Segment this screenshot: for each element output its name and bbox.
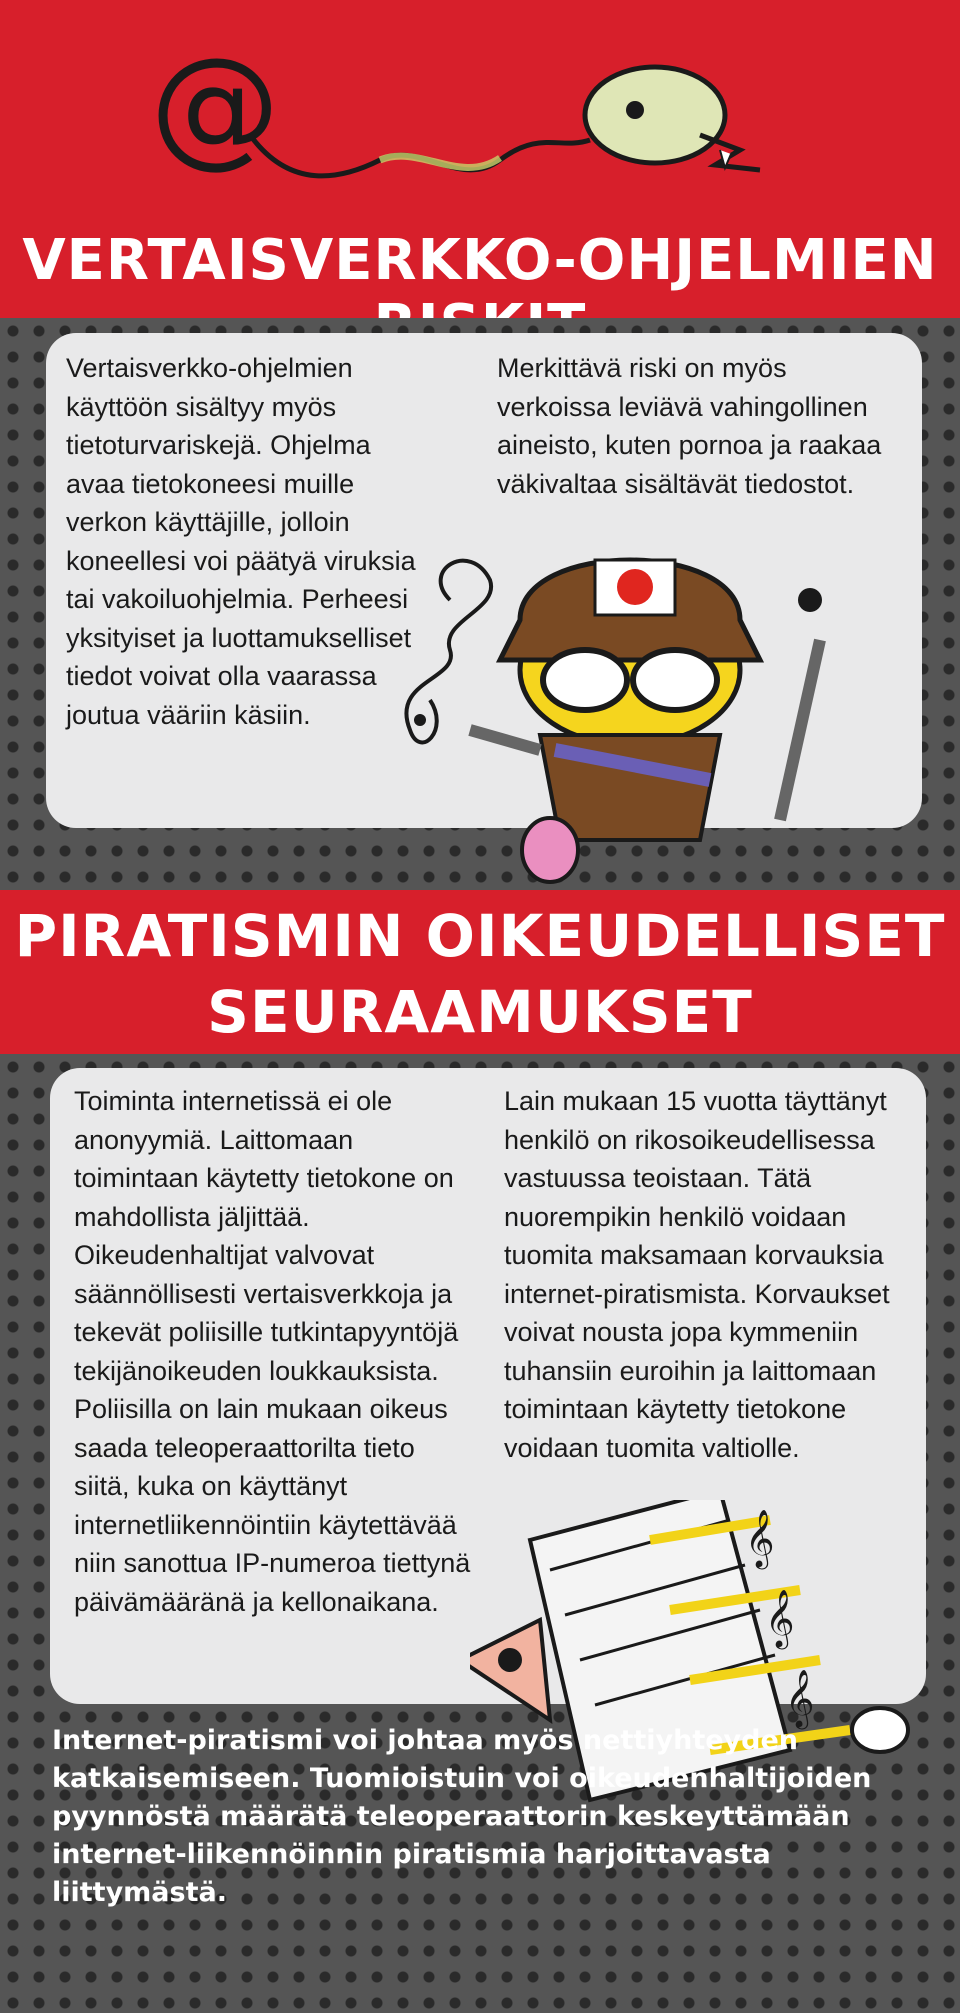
- svg-text:𝄞: 𝄞: [785, 1669, 815, 1727]
- section2-title-line2: SEURAAMUKSET: [207, 978, 753, 1046]
- svg-text:𝄞: 𝄞: [765, 1589, 795, 1647]
- rifle-right-icon: [780, 640, 820, 820]
- section2-title: [0, 898, 960, 1050]
- bottom-note: Internet-piratismi voi johtaa myös nettiyhteyden katkaisemiseen. Tuomioistuin voi oikeudenhaltijoiden pyynnöstä määrätä teleoperaattorin keskeyttämään internet-liikennöinnin piratismia harjoittavasta liittymästä.: [52, 1725, 872, 1908]
- at-snake-illustration: [140, 40, 820, 220]
- music-note-icon: 𝄞: [745, 1509, 775, 1567]
- at-sign-icon: @: [150, 40, 280, 181]
- section2-title-line1: PIRATISMIN OIKEUDELLISET: [14, 902, 946, 970]
- section2-right-text: Lain mukaan 15 vuotta täyttänyt henkilö on rikosoikeudellisessa vastuussa teoistaan. Tätä nuorempikin henkilö voidaan tuomita maksamaan korvauksia internet-piratismista. Korvaukset voivat nousta jopa kymmeniin tuhansiin euroihin ja laittomaan toimintaan käytetty tietokone voidaan tuomita valtiolle.: [504, 1086, 890, 1463]
- soldier-character-illustration: [380, 520, 900, 890]
- section1-right-text: Merkittävä riski on myös verkoissa leviävä vahingollinen aineisto, kuten pornoa ja raakaa väkivaltaa sisältävät tiedostot.: [497, 353, 882, 499]
- section1-title: VERTAISVERKKO-OHJELMIEN: [22, 228, 938, 293]
- snake-head-icon: [585, 67, 725, 163]
- rifle-left-icon: [470, 730, 540, 750]
- section2-left-text: Toiminta internetissä ei ole anonyymiä. Laittomaan toimintaan käytetty tietokone on mahdollista jäljittää. Oikeudenhaltijat valvovat säännöllisesti vertaisverkkoja ja tekevät poliisille tutkintapyyntöjä tekijänoikeuden loukkauksista. Poliisilla on lain mukaan oikeus saada teleoperaattorilta tieto siitä, kuka on käyttänyt internetliikennöintiin käytettävää niin sanottua IP-numeroa tiettynä päivämääränä ja kellonaikana.: [74, 1086, 471, 1617]
- section1-left-text: Vertaisverkko-ohjelmien käyttöön sisältyy myös tietoturvariskejä. Ohjelma avaa tietokoneesi muille verkon käyttäjille, jolloin koneellesi voi päätyä viruksia tai vakoiluohjelmia. Perheesi yksityiset ja luottamukselliset tiedot voivat olla vaarassa joutua vääriin käsiin.: [66, 353, 416, 730]
